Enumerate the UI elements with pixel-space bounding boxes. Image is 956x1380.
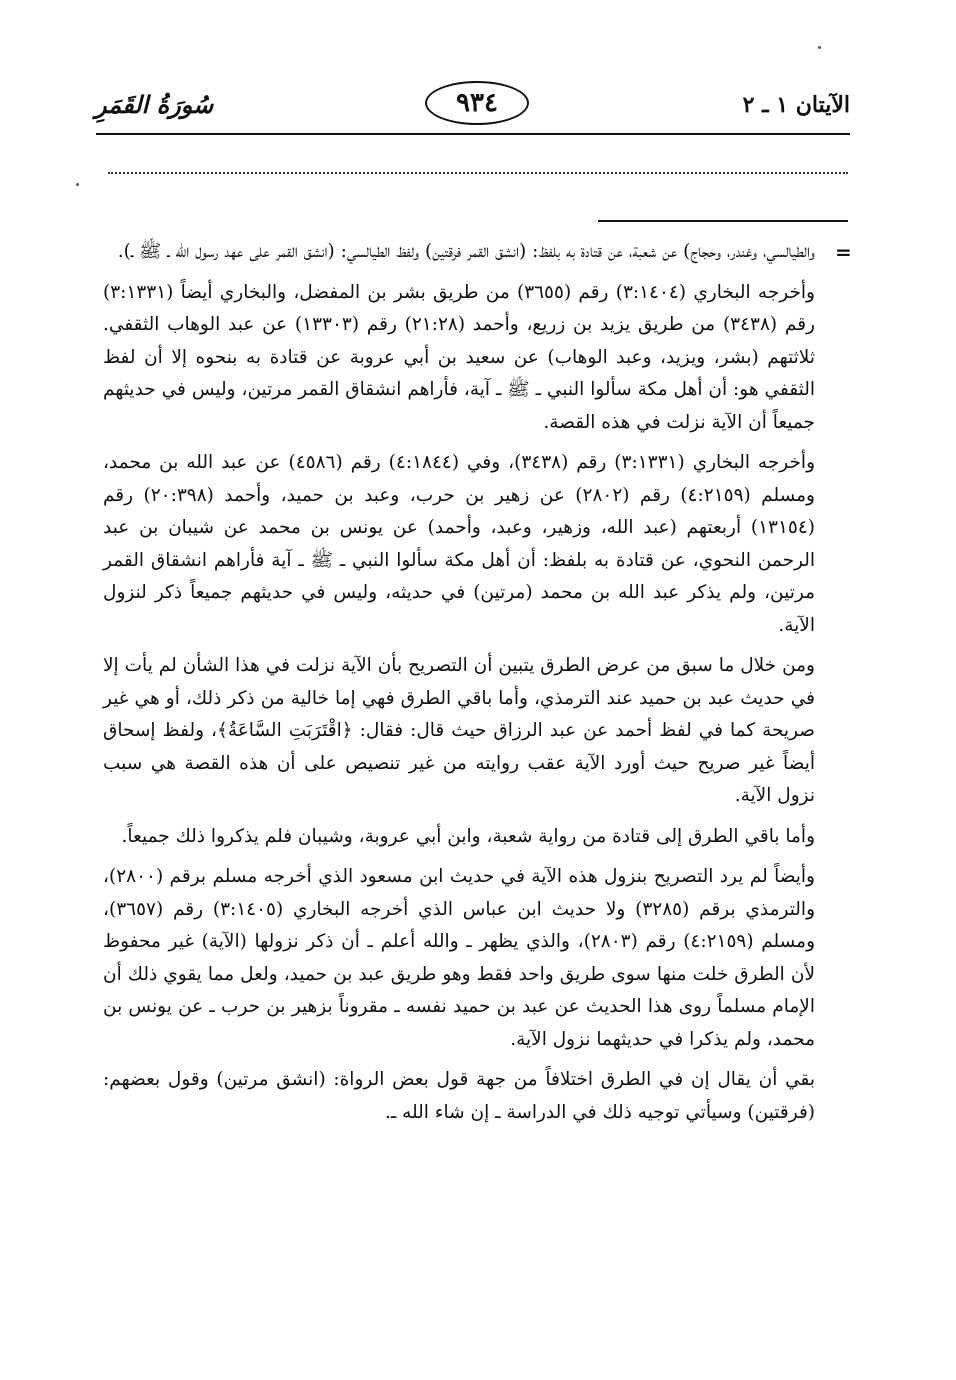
paragraph: وأخرجه البخاري (٣:١٣٣١) رقم (٣٤٣٨)، وفي (٤:١٨٤٤) رقم (٤٥٨٦) عن عبد الله بن محمد، ومسلم (٤:٢١٥٩) رقم (٢٨٠٢) عن زهير بن حرب، وعبد بن حميد، وأحمد (٢٠:٣٩٨) رقم (١٣١٥٤) أربعتهم (عبد الله، وزهير، وعبد، وأحمد) عن يونس بن محمد عن شيبان بن عبد الرحمن النحوي، عن قتادة به بلفظ: أن أهل مكة سألوا النبي ـ ﷺ ـ آية فأراهم انشقاق القمر مرتين، ولم يذكر عبد الله بن محمد (مرتين) في حديثه، وليس في حديثهم جميعاً ذكر لنزول الآية. [103,452,815,636]
page-header [95,78,850,128]
paragraph: وأخرجه البخاري (٣:١٤٠٤) رقم (٣٦٥٥) من طريق بشر بن المفضل، والبخاري أيضاً (٣:١٣٣١) رقم (٣٤٣٨) من طريق يزيد بن زريع، وأحمد (٢١:٢٨) رقم (١٣٣٠٣) عن عبد الوهاب الثقفي. ثلاثتهم (بشر، ويزيد، وعبد الوهاب) عن سعيد بن أبي عروبة عن قتادة به بنحوه إلا أن لفظ الثقفي هو: أن أهل مكة سألوا النبي ـ ﷺ ـ آية، فأراهم انشقاق القمر مرتين، وليس في حديثهم جميعاً أن الآية نزلت في هذه القصة. [103,281,815,433]
footnote-continuation-mark: = [835,240,852,264]
dotted-separator [108,172,848,174]
paragraph: والطيالسي، وغندر، وحجاج) عن شعبة، عن قتادة به بلفظ: (انشق القمر فرقتين) ولفظ الطيالسي: (انشق القمر على عهد رسول الله ـ ﷺ ـ). [117,241,815,262]
page-number: ٩٣٤ [456,88,498,118]
paragraph: وأيضاً لم يرد التصريح بنزول هذه الآية في حديث ابن مسعود الذي أخرجه مسلم برقم (٢٨٠٠)، والترمذي برقم (٣٢٨٥) ولا حديث ابن عباس الذي أخرجه البخاري (٣:١٤٠٥) رقم (٣٦٥٧)، ومسلم (٤:٢١٥٩) رقم (٢٨٠٣)، والذي يظهر ـ والله أعلم ـ أن ذكر نزولها (الآية) غير محفوظ لأن الطرق خلت منها سوى طريق واحد فقط وهو طريق عبد بن حميد، ولعل مما يقوي ذلك أن الإمام مسلماً روى هذا الحديث عن عبد بن حميد نفسه ـ مقروناً بزهير بن حرب ـ عن يونس بن محمد، ولم يذكرا في حديثهما نزول الآية. [103,866,815,1050]
footnote-rule [598,220,848,222]
surah-title: سُورَةُ القَمَرِ [95,90,214,119]
header-rule [96,133,850,135]
page-speck [818,46,821,49]
paragraph: وأما باقي الطرق إلى قتادة من رواية شعبة، وابن أبي عروبة، وشيبان فلم يذكروا ذلك جميعاً. [121,825,815,847]
page-speck [76,183,79,186]
paragraph: بقي أن يقال إن في الطرق اختلافاً من جهة قول بعض الرواة: (انشق مرتين) وقول بعضهم: (فرقتين) وسيأتي توجيه ذلك في الدراسة ـ إن شاء الله ـ. [103,1069,815,1123]
footnote-body [103,236,815,1137]
page-number-oval [425,81,529,125]
paragraph: ومن خلال ما سبق من عرض الطرق يتبين أن التصريح بأن الآية نزلت في هذا الشأن لم يأت إلا في حديث عبد بن حميد عند الترمذي، وأما باقي الطرق فهي إما خالية من ذكر ذلك، أو هي غير صريحة كما في لفظ أحمد عن عبد الرزاق حيث قال: فقال: ﴿اقْتَرَبَتِ السَّاعَةُ﴾، ولفظ إسحاق أيضاً غير صريح حيث أورد الآية عقب روايته من غير تنصيص على أن هذه القصة هي سبب نزول الآية. [103,655,815,806]
ayat-range-label: الآيتان ١ ـ ٢ [742,92,850,118]
